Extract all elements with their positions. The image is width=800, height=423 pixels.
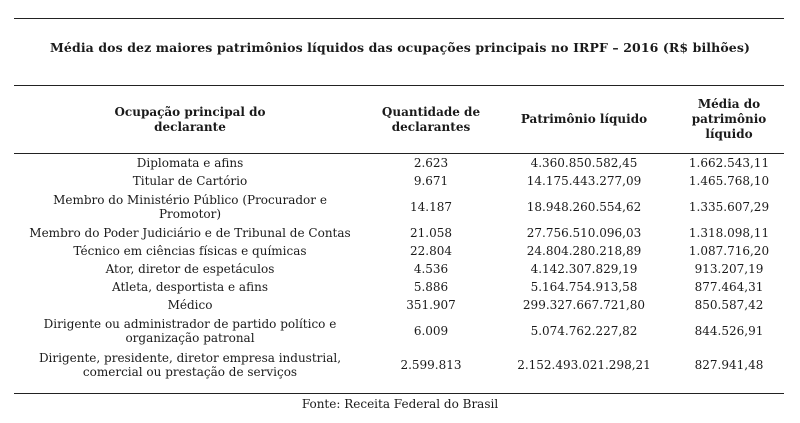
cell-occupation: Dirigente, presidente, diretor empresa industrial, comercial ou prestação de serviços <box>38 351 342 379</box>
cell-occupation: Membro do Poder Judiciário e de Tribunal de Contas <box>29 226 351 240</box>
cell-average: 877.464,31 <box>694 280 764 294</box>
cell-count: 14.187 <box>410 200 452 214</box>
cell-wealth: 5.164.754.913,58 <box>530 280 638 294</box>
cell-count: 2.623 <box>413 156 449 170</box>
cell-occupation: Atleta, desportista e afins <box>112 280 268 294</box>
cell-count: 6.009 <box>413 324 449 338</box>
cell-average: 850.587,42 <box>694 298 764 312</box>
cell-occupation: Técnico em ciências físicas e químicas <box>73 244 307 258</box>
cell-wealth: 27.756.510.096,03 <box>526 226 642 240</box>
table-title: Média dos dez maiores patrimônios líquidos das ocupações principais no IRPF – 2016 (R$ bilhões) <box>50 40 750 55</box>
cell-occupation: Membro do Ministério Público (Procurador e Promotor) <box>53 193 327 221</box>
cell-average: 1.335.607,29 <box>688 200 770 214</box>
table-row <box>14 190 784 224</box>
source-note: Fonte: Receita Federal do Brasil <box>301 397 499 411</box>
cell-average: 1.465.768,10 <box>688 174 770 188</box>
cell-occupation: Dirigente ou administrador de partido político e organização patronal <box>43 317 337 345</box>
cell-count: 9.671 <box>413 174 449 188</box>
header-average: Média do patrimônio líquido <box>691 97 767 141</box>
cell-count: 4.536 <box>413 262 449 276</box>
cell-wealth: 5.074.762.227,82 <box>530 324 638 338</box>
cell-wealth: 4.142.307.829,19 <box>530 262 638 276</box>
cell-average: 1.087.716,20 <box>688 244 770 258</box>
cell-wealth: 4.360.850.582,45 <box>530 156 638 170</box>
table-header <box>14 86 784 153</box>
header-wealth: Patrimônio líquido <box>520 112 648 126</box>
cell-average: 1.318.098,11 <box>688 226 770 240</box>
cell-average: 1.662.543,11 <box>688 156 770 170</box>
cell-average: 844.526,91 <box>694 324 764 338</box>
header-count: Quantidade de declarantes <box>381 104 481 134</box>
table-row <box>14 154 784 172</box>
cell-count: 21.058 <box>410 226 452 240</box>
cell-occupation: Ator, diretor de espetáculos <box>105 262 275 276</box>
table-row <box>14 242 784 260</box>
cell-wealth: 299.327.667.721,80 <box>522 298 646 312</box>
table-bottom-rule <box>14 393 784 394</box>
cell-count: 5.886 <box>413 280 449 294</box>
cell-count: 351.907 <box>406 298 456 312</box>
table-row <box>14 278 784 296</box>
cell-occupation: Titular de Cartório <box>132 174 248 188</box>
table-row <box>14 348 784 382</box>
header-occupation: Ocupação principal do declarante <box>114 104 266 134</box>
table-row <box>14 260 784 278</box>
cell-occupation: Diplomata e afins <box>136 156 244 170</box>
table-row <box>14 314 784 348</box>
cell-wealth: 18.948.260.554,62 <box>526 200 642 214</box>
cell-wealth: 2.152.493.021.298,21 <box>517 358 651 372</box>
table-body <box>14 154 784 382</box>
cell-count: 2.599.813 <box>400 358 462 372</box>
cell-wealth: 14.175.443.277,09 <box>526 174 642 188</box>
top-rule <box>14 18 784 19</box>
cell-count: 22.804 <box>410 244 452 258</box>
cell-occupation: Médico <box>167 298 213 312</box>
table-row <box>14 172 784 190</box>
table-row <box>14 224 784 242</box>
table-row <box>14 296 784 314</box>
cell-wealth: 24.804.280.218,89 <box>526 244 642 258</box>
cell-average: 827.941,48 <box>694 358 764 372</box>
cell-average: 913.207,19 <box>694 262 764 276</box>
